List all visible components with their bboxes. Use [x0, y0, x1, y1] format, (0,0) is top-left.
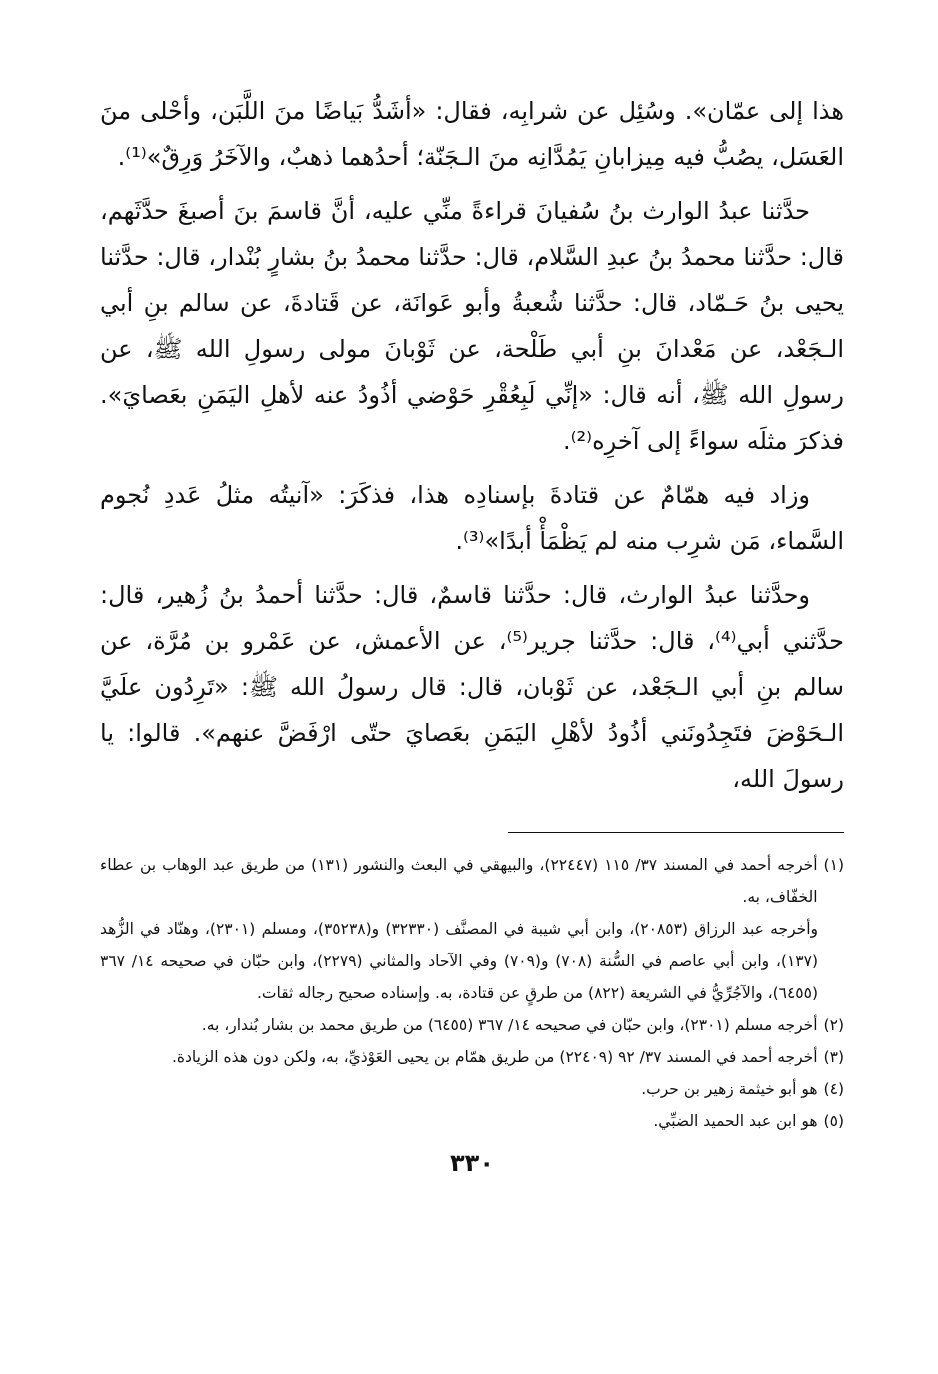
footnote-text: أخرجه أحمد في المسند ٣٧/ ٩٢ (٢٢٤٠٩) من طريق همّام بن يحيى العَوْذيِّ، به، ولكن دون هذه الزيادة. — [171, 1048, 818, 1066]
paragraph-3: وزاد فيه همّامٌ عن قتادةَ بإسنادِه هذا، فذكَرَ: «آنيتُه مثلُ عَددِ نُجوم السَّماء، مَن شرِب منه لم يَظْمَأْ أبدًا»⁽³⁾. — [100, 481, 844, 555]
main-text — [100, 88, 844, 802]
paragraph-2: حدَّثنا عبدُ الوارث بنُ سُفيانَ قراءةً منِّي عليه، أنَّ قاسمَ بنَ أصبغَ حدَّثَهم، قال: حدَّثنا محمدُ بنُ عبدِ السَّلام، قال: حدَّثنا محمدُ بنُ بشارٍ بُنْدار، قال: حدَّثنا يحيى بنُ حَـمّاد، قال: حدَّثنا شُعبةُ وأبو عَوانَة، عن قَتادةَ، عن سالم بنِ أبي الـجَعْد، عن مَعْدانَ بنِ أبي طَلْحة، عن ثَوْبانَ مولى رسولِ الله ﷺ، عن رسولِ الله ﷺ، أنه قال: «إنِّي لَبِعُقْرِ حَوْضي أذُودُ عنه لأهلِ اليَمَنِ بعَصايَ». فذكرَ مثلَه سواءً إلى آخرِه⁽²⁾. — [100, 197, 844, 455]
footnote-1 — [100, 849, 844, 913]
footnote-2 — [100, 1009, 844, 1041]
footnote-number: (٣) — [823, 1048, 844, 1066]
footnote-4 — [100, 1073, 844, 1105]
footnote-separator — [508, 832, 844, 833]
footnote-5 — [100, 1105, 844, 1137]
footnote-3 — [100, 1041, 844, 1073]
footnote-text: هو أبو خيثمة زهير بن حرب. — [641, 1080, 818, 1098]
footnote-number: (٢) — [823, 1016, 844, 1034]
footnote-number: (٥) — [823, 1112, 844, 1130]
footnote-text: أخرجه أحمد في المسند ٣٧/ ١١٥ (٢٢٤٤٧)، والبيهقي في البعث والنشور (١٣١) من طريق عبد الوهاب بن عطاء الخفّاف، به. — [100, 856, 818, 906]
page-number: ٣٣٠ — [450, 1149, 494, 1177]
footnote-number: (١) — [823, 856, 844, 874]
footnote-text: أخرجه مسلم (٢٣٠١)، وابن حبّان في صحيحه ١٤/ ٣٦٧ (٦٤٥٥) من طريق محمد بن بشار بُندار، به. — [201, 1016, 818, 1034]
footnote-1-continuation: وأخرجه عبد الرزاق (٢٠٨٥٣)، وابن أبي شيبة في المصنَّف (٣٢٣٣٠) و(٣٥٢٣٨)، ومسلم (٢٣٠١)، وهنّاد في الزُّهد (١٣٧)، وابن أبي عاصم في السُّنة (٧٠٨) و(٧٠٩) وفي الآحاد والمثاني (٢٢٧٩)، وابن حبّان في صحيحه ١٤/ ٣٦٧ (٦٤٥٥)، والآجُرِّيُّ في الشريعة (٨٢٢) من طرقٍ عن قتادة، به. وإسناده صحيح رجاله ثقات. — [100, 920, 818, 1002]
footnote-number: (٤) — [823, 1080, 844, 1098]
footnotes — [100, 849, 844, 1137]
footnote-text: هو ابن عبد الحميد الضبِّي. — [653, 1112, 818, 1130]
paragraph-4: وحدَّثنا عبدُ الوارث، قال: حدَّثنا قاسمٌ، قال: حدَّثنا أحمدُ بنُ زُهير، قال: حدَّثني أبي⁽⁴⁾، قال: حدَّثنا جرير⁽⁵⁾، عن الأعمش، عن عَمْرو بن مُرَّة، عن سالم بنِ أبي الـجَعْد، عن ثَوْبان، قال: قال رسولُ الله ﷺ: «تَرِدُون علَيَّ الـحَوْضَ فتَجِدُونَني أذُودُ لأهْلِ اليَمَنِ بعَصايَ حتّى ارْفَضَّ عنهم». قالوا: يا رسولَ الله، — [100, 581, 844, 793]
book-page — [100, 88, 844, 1177]
paragraph-1: هذا إلى عمّان». وسُئِل عن شرابِه، فقال: «أشَدُّ بَياضًا منَ اللَّبَن، وأحْلى منَ العَسَل، يصُبُّ فيه مِيزابانِ يَمُدَّانِه منَ الـجَنّة؛ أحدُهما ذهبٌ، والآخَرُ وَرِقٌ»⁽¹⁾. — [100, 97, 844, 171]
